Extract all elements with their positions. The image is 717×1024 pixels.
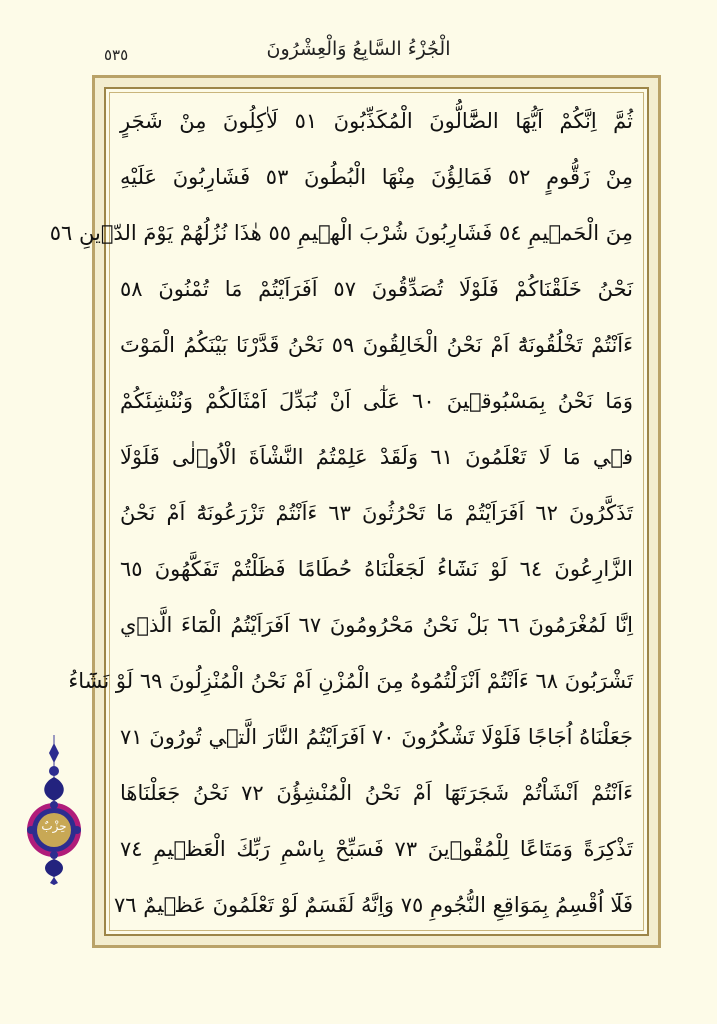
verse-line-12: جَعَلْنَاهُ اُجَاجًا فَلَوْلَا تَشْكُرُونَ ٧٠ اَفَرَاَيْتُمُ النَّارَ الَّت۪ي تُورُونَ ٧١ [120, 725, 633, 749]
verse-line-5: ءَاَنْتُمْ تَخْلُقُونَهُٓ اَمْ نَحْنُ الْخَالِقُونَ ٥٩ نَحْنُ قَدَّرْنَا بَيْنَكُمُ الْمَوْتَ [120, 333, 633, 357]
hizb-ornament-icon [22, 735, 86, 885]
verse-line-6: وَمَا نَحْنُ بِمَسْبُوق۪ينَ ٦٠ عَلٰٓى اَنْ نُبَدِّلَ اَمْثَالَكُمْ وَنُنْشِئَكُمْ [120, 389, 633, 413]
verse-line-7: ف۪ي مَا لَا تَعْلَمُونَ ٦١ وَلَقَدْ عَلِمْتُمُ النَّشْاَةَ الْاُو۫لٰى فَلَوْلَا [120, 445, 633, 469]
juz-title: الْجُزْءُ السَّابِعُ وَالْعِشْرُونَ [266, 38, 451, 60]
verse-line-10: اِنَّا لَمُغْرَمُونَ ٦٦ بَلْ نَحْنُ مَحْرُومُونَ ٦٧ اَفَرَاَيْتُمُ الْمَٓاءَ الَّذ۪ي [120, 613, 633, 637]
verse-line-2: مِنْ زَقُّومٍ ٥٢ فَمَالِؤُنَ مِنْهَا الْبُطُونَ ٥٣ فَشَارِبُونَ عَلَيْهِ [120, 165, 633, 189]
page-number: ٥٣٥ [104, 46, 129, 64]
verse-line-15: فَلَٓا اُقْسِمُ بِمَوَاقِعِ النُّجُومِ ٧٥ وَاِنَّهُ لَقَسَمٌ لَوْ تَعْلَمُونَ عَظ۪يمٌ ٧٦ [114, 893, 633, 917]
verse-line-8: تَذَكَّرُونَ ٦٢ اَفَرَاَيْتُمْ مَا تَحْرُثُونَ ٦٣ ءَاَنْتُمْ تَزْرَعُونَهُٓ اَمْ نَحْنُ [120, 501, 633, 525]
verse-line-13: ءَاَنْتُمْ اَنْشَاْتُمْ شَجَرَتَهَٓا اَمْ نَحْنُ الْمُنْشِؤُنَ ٧٢ نَحْنُ جَعَلْنَاهَا [120, 781, 633, 805]
verse-line-14: تَذْكِرَةً وَمَتَاعًا لِلْمُقْو۪ينَ ٧٣ فَسَبِّحْ بِاسْمِ رَبِّكَ الْعَظ۪يمِ ٧٤ [120, 837, 633, 861]
verse-line-3: مِنَ الْحَم۪يمِ ٥٤ فَشَارِبُونَ شُرْبَ الْه۪يمِ ٥٥ هٰذَا نُزُلُهُمْ يَوْمَ الدّ۪ينِ ٥٦ [49, 221, 633, 245]
verse-line-11: تَشْرَبُونَ ٦٨ ءَاَنْتُمْ اَنْزَلْتُمُوهُ مِنَ الْمُزْنِ اَمْ نَحْنُ الْمُنْزِلُونَ ٦٩ لَوْ نَشَٓاءُ [68, 669, 633, 693]
verse-line-1: ثُمَّ اِنَّكُمْ اَيُّهَا الضَّٓالُّونَ الْمُكَذِّبُونَ ٥١ لَاٰكِلُونَ مِنْ شَجَرٍ [120, 109, 634, 133]
verse-line-4: نَحْنُ خَلَقْنَاكُمْ فَلَوْلَا تُصَدِّقُونَ ٥٧ اَفَرَاَيْتُمْ مَا تُمْنُونَ ٥٨ [120, 277, 633, 301]
hizb-marker [22, 735, 86, 885]
verse-line-9: الزَّارِعُونَ ٦٤ لَوْ نَشَٓاءُ لَجَعَلْنَاهُ حُطَامًا فَظَلْتُمْ تَفَكَّهُونَ ٦٥ [120, 557, 633, 581]
hizb-label: حِزْبٌ [41, 819, 67, 833]
